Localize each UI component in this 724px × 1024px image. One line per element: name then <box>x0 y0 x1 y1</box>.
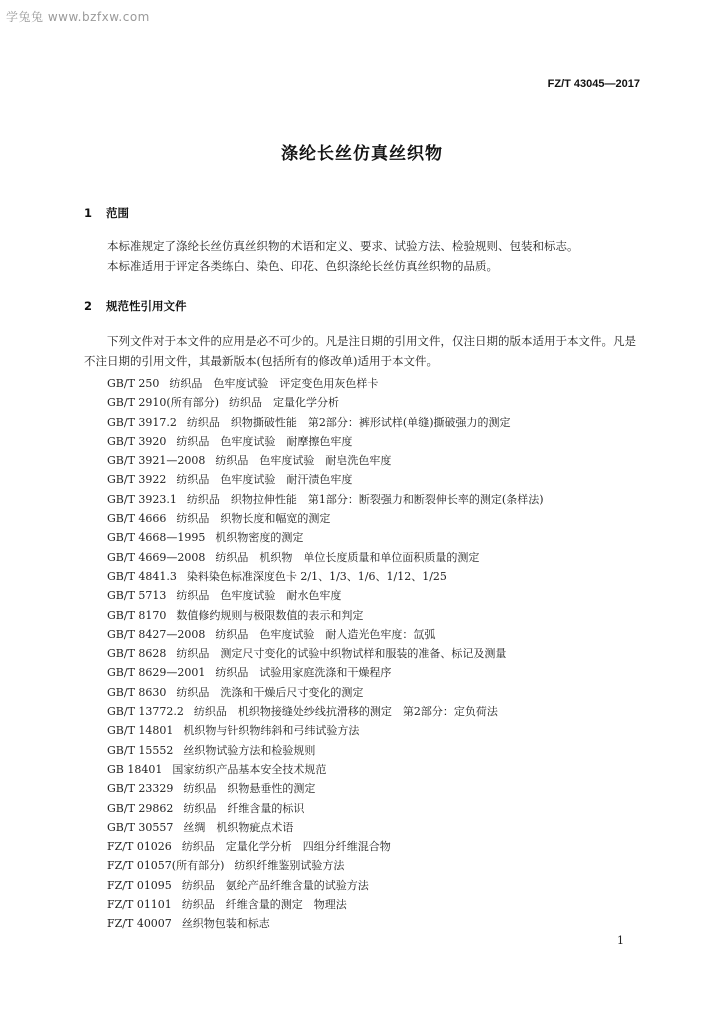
reference-item <box>107 490 544 509</box>
reference-title: 纺织品 色牢度试验 耐汗渍色牢度 <box>176 473 353 487</box>
reference-code: FZ/T 40007 <box>107 917 172 931</box>
reference-code: GB/T 5713 <box>107 589 167 603</box>
reference-item <box>107 393 544 412</box>
reference-code: GB/T 4668—1995 <box>107 531 206 545</box>
reference-code: GB/T 8629—2001 <box>107 666 206 680</box>
reference-title: 纺织品 机织物 单位长度质量和单位面积质量的测定 <box>215 550 480 564</box>
reference-item <box>107 451 544 470</box>
section-number: 2 <box>84 299 93 313</box>
reference-item <box>107 856 544 875</box>
reference-title: 纺织品 试验用家庭洗涤和干燥程序 <box>215 666 392 680</box>
reference-code: GB/T 3922 <box>107 473 167 487</box>
reference-code: GB/T 250 <box>107 377 160 390</box>
reference-title: 国家纺织产品基本安全技术规范 <box>172 762 327 776</box>
reference-item <box>107 876 544 895</box>
reference-item <box>107 663 544 682</box>
reference-code: GB/T 8427—2008 <box>107 627 206 641</box>
reference-item <box>107 567 544 586</box>
reference-code: GB/T 14801 <box>107 724 174 738</box>
reference-item <box>107 721 544 740</box>
reference-title: 纺织品 纤维含量的标识 <box>183 801 305 815</box>
reference-title: 机织物密度的测定 <box>215 531 304 545</box>
reference-code: GB/T 8170 <box>107 608 167 622</box>
reference-code: GB/T 4666 <box>107 512 167 526</box>
reference-code: FZ/T 01057(所有部分) <box>107 859 225 873</box>
reference-code: GB/T 2910(所有部分) <box>107 396 219 410</box>
reference-title: 纺织品 织物撕破性能 第2部分：裤形试样(单缝)撕破强力的测定 <box>186 415 511 429</box>
reference-item <box>107 818 544 837</box>
reference-code: GB/T 3917.2 <box>107 415 177 429</box>
reference-item <box>107 625 544 644</box>
reference-code: FZ/T 01101 <box>107 898 172 912</box>
reference-item <box>107 432 544 451</box>
reference-item <box>107 914 544 933</box>
reference-item <box>107 548 544 567</box>
reference-code: GB/T 4669—2008 <box>107 550 206 564</box>
reference-item <box>107 895 544 914</box>
reference-title: 纺织品 色牢度试验 耐人造光色牢度：氙弧 <box>215 627 436 641</box>
reference-item <box>107 374 544 393</box>
reference-title: 数值修约规则与极限数值的表示和判定 <box>176 608 364 622</box>
reference-title: 染料染色标准深度色卡 2/1、1/3、1/6、1/12、1/25 <box>186 569 447 583</box>
reference-item <box>107 779 544 798</box>
reference-code: GB/T 29862 <box>107 801 174 815</box>
paragraph: 下列文件对于本文件的应用是必不可少的。凡是注日期的引用文件，仅注日期的版本适用于本文件。凡是不注日期的引用文件，其最新版本(包括所有的修改单)适用于本文件。 <box>84 334 636 368</box>
paragraph: 本标准规定了涤纶长丝仿真丝织物的术语和定义、要求、试验方法、检验规则、包装和标志。 <box>107 239 579 253</box>
reference-code: GB/T 30557 <box>107 820 174 834</box>
reference-title: 纺织品 定量化学分析 <box>229 396 339 410</box>
reference-title: 丝织物包装和标志 <box>181 917 270 931</box>
reference-title: 丝织物试验方法和检验规则 <box>183 743 316 757</box>
reference-code: GB/T 3921—2008 <box>107 454 206 468</box>
reference-title: 纺织纤维鉴别试验方法 <box>234 859 345 873</box>
reference-code: FZ/T 01095 <box>107 878 172 892</box>
section-heading-normative-references <box>84 298 187 314</box>
reference-title: 纺织品 色牢度试验 评定变色用灰色样卡 <box>169 377 379 390</box>
reference-code: GB/T 15552 <box>107 743 174 757</box>
section-title: 范围 <box>106 206 129 220</box>
reference-list <box>107 374 544 934</box>
document-title: 涤纶长丝仿真丝织物 <box>281 144 443 164</box>
reference-item <box>107 413 544 432</box>
reference-code: FZ/T 01026 <box>107 840 172 854</box>
reference-title: 纺织品 织物长度和幅宽的测定 <box>176 512 331 526</box>
reference-item <box>107 837 544 856</box>
reference-code: GB/T 13772.2 <box>107 705 184 719</box>
reference-item <box>107 509 544 528</box>
reference-item <box>107 528 544 547</box>
reference-code: GB/T 3923.1 <box>107 492 177 506</box>
reference-item <box>107 702 544 721</box>
reference-code: GB/T 8630 <box>107 685 167 699</box>
page-number: 1 <box>617 934 624 947</box>
references-intro <box>84 332 640 371</box>
reference-title: 丝绸 机织物疵点术语 <box>183 820 294 834</box>
reference-title: 纺织品 氨纶产品纤维含量的试验方法 <box>181 878 369 892</box>
reference-item <box>107 606 544 625</box>
reference-item <box>107 683 544 702</box>
reference-title: 纺织品 洗涤和干燥后尺寸变化的测定 <box>176 685 364 699</box>
reference-title: 纺织品 测定尺寸变化的试验中织物试样和服装的准备、标记及测量 <box>176 647 507 661</box>
reference-code: GB/T 23329 <box>107 782 174 796</box>
reference-title: 纺织品 色牢度试验 耐皂洗色牢度 <box>215 454 392 468</box>
reference-item <box>107 644 544 663</box>
section-heading-scope <box>84 205 129 221</box>
reference-item <box>107 760 544 779</box>
reference-code: GB/T 8628 <box>107 647 167 661</box>
paragraph: 本标准适用于评定各类练白、染色、印花、色织涤纶长丝仿真丝织物的品质。 <box>107 258 498 273</box>
standard-code: FZ/T 43045—2017 <box>547 78 640 90</box>
reference-item <box>107 741 544 760</box>
reference-title: 纺织品 定量化学分析 四组分纤维混合物 <box>181 840 391 854</box>
reference-title: 纺织品 色牢度试验 耐摩擦色牢度 <box>176 434 353 448</box>
reference-code: GB/T 4841.3 <box>107 569 177 583</box>
reference-title: 纺织品 机织物接缝处纱线抗滑移的测定 第2部分：定负荷法 <box>193 705 498 719</box>
scope-paragraphs <box>84 237 640 276</box>
reference-title: 机织物与针织物纬斜和弓纬试验方法 <box>183 724 360 738</box>
reference-title: 纺织品 织物悬垂性的测定 <box>183 782 316 796</box>
reference-code: GB/T 3920 <box>107 434 167 448</box>
reference-item <box>107 799 544 818</box>
reference-item <box>107 470 544 489</box>
reference-code: GB 18401 <box>107 762 163 776</box>
watermark: 学兔兔 www.bzfxw.com <box>6 10 150 24</box>
reference-item <box>107 586 544 605</box>
reference-title: 纺织品 织物拉伸性能 第1部分：断裂强力和断裂伸长率的测定(条样法) <box>186 492 544 506</box>
reference-title: 纺织品 色牢度试验 耐水色牢度 <box>176 589 342 603</box>
reference-title: 纺织品 纤维含量的测定 物理法 <box>181 898 347 912</box>
section-number: 1 <box>84 206 93 220</box>
section-title: 规范性引用文件 <box>106 299 187 313</box>
